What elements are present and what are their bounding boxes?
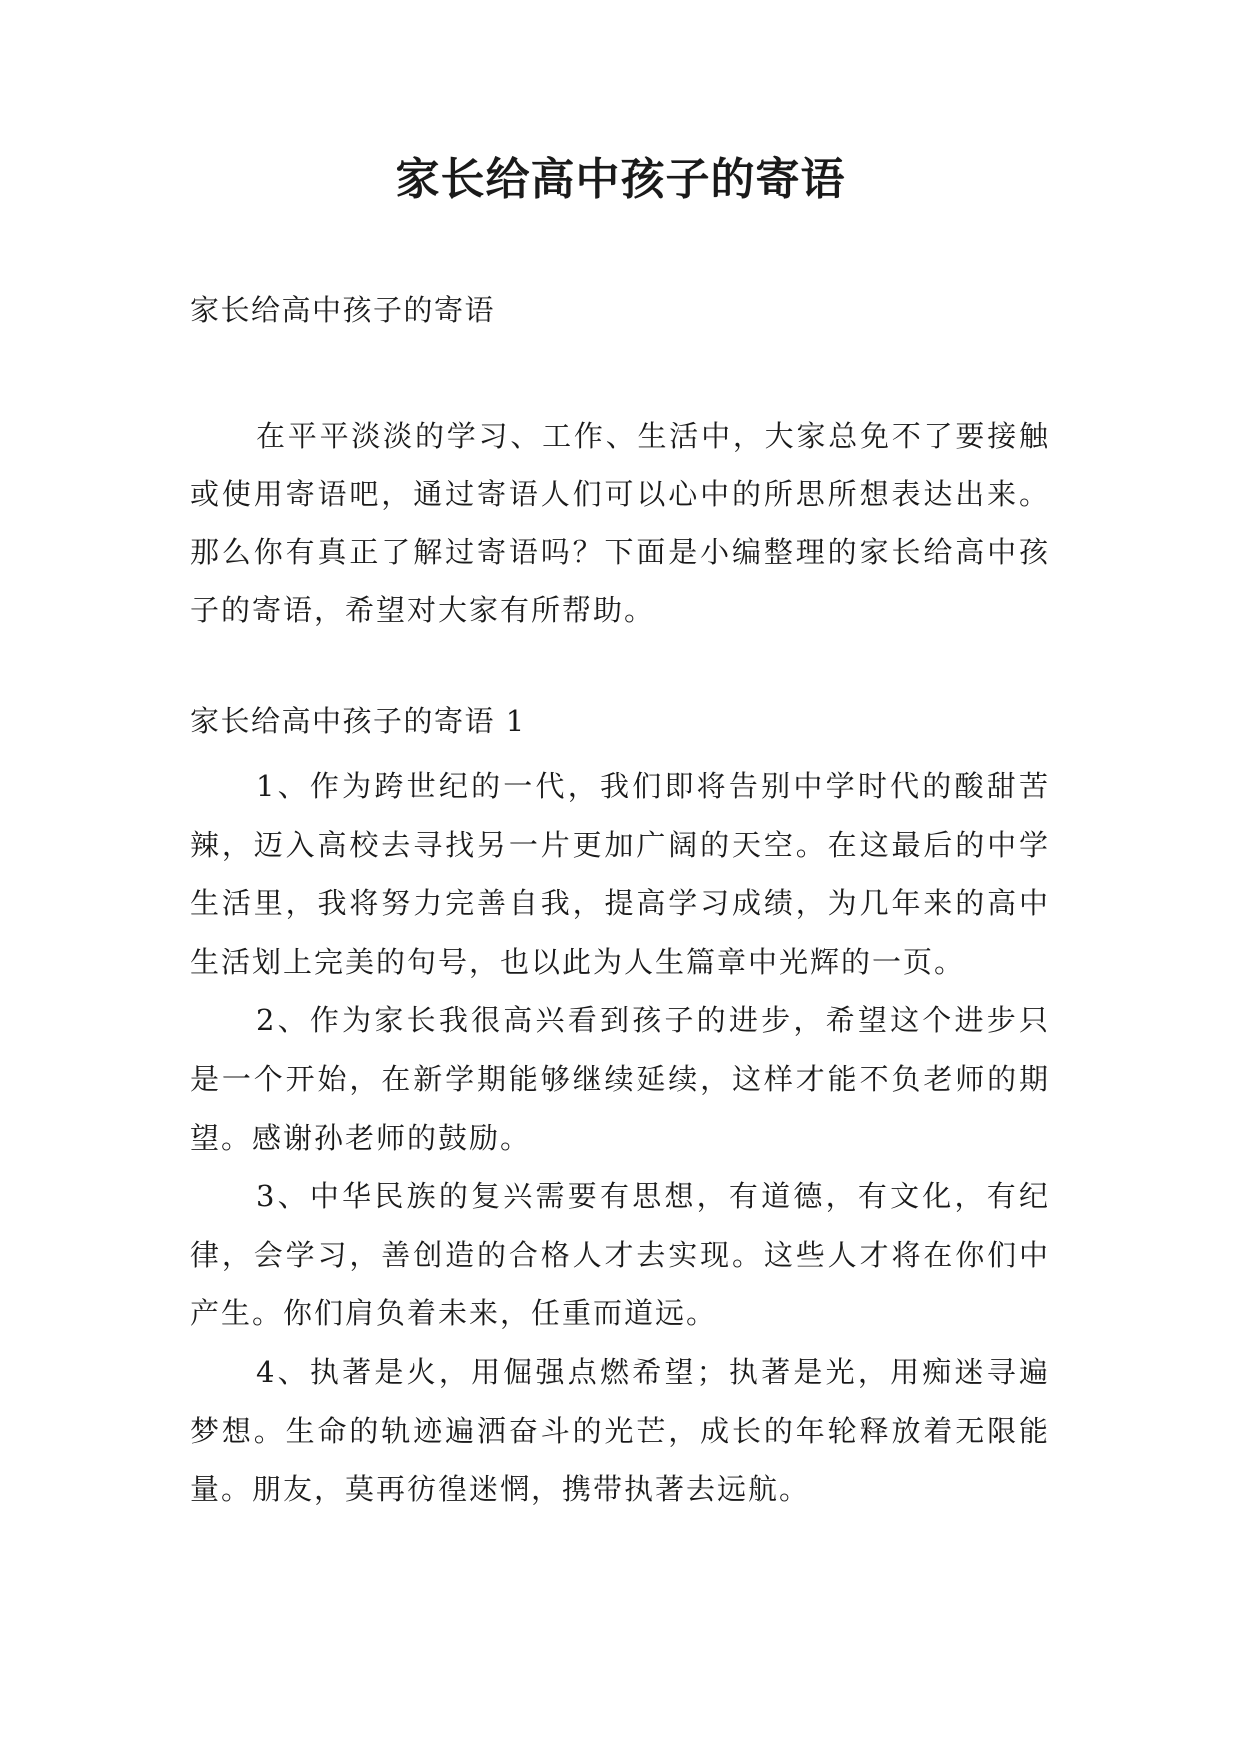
message-list bbox=[190, 757, 1050, 1519]
intro-paragraph: 在平平淡淡的学习、工作、生活中，大家总免不了要接触或使用寄语吧，通过寄语人们可以心中的所思所想表达出来。那么你有真正了解过寄语吗？下面是小编整理的家长给高中孩子的寄语，希望对大家有所帮助。 bbox=[190, 419, 1050, 627]
message-item-2: 2、作为家长我很高兴看到孩子的进步，希望这个进步只是一个开始，在新学期能够继续延续，这样才能不负老师的期望。感谢孙老师的鼓励。 bbox=[190, 1003, 1050, 1155]
message-item-3: 3、中华民族的复兴需要有思想，有道德，有文化，有纪律，会学习，善创造的合格人才去实现。这些人才将在你们中产生。你们肩负着未来，任重而道远。 bbox=[190, 1179, 1050, 1331]
section-heading: 家长给高中孩子的寄语 1 bbox=[190, 704, 526, 738]
document-title: 家长给高中孩子的寄语 bbox=[395, 154, 846, 205]
message-item-4: 4、执著是火，用倔强点燃希望；执著是光，用痴迷寻遍梦想。生命的轨迹遍洒奋斗的光芒，成长的年轮释放着无限能量。朋友，莫再彷徨迷惘，携带执著去远航。 bbox=[190, 1354, 1050, 1507]
document-subtitle: 家长给高中孩子的寄语 bbox=[190, 293, 496, 327]
message-item-1: 1、作为跨世纪的一代，我们即将告别中学时代的酸甜苦辣，迈入高校去寻找另一片更加广阔的天空。在这最后的中学生活里，我将努力完善自我，提高学习成绩，为几年来的高中生活划上完美的句号，也以此为人生篇章中光辉的一页。 bbox=[190, 769, 1050, 979]
